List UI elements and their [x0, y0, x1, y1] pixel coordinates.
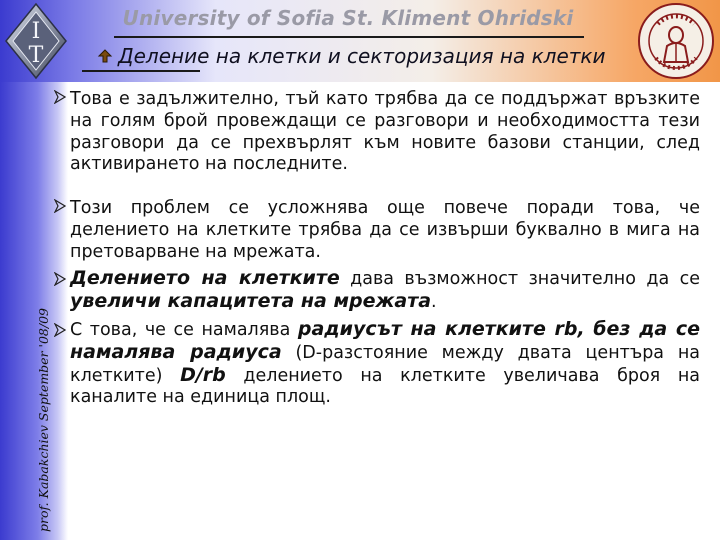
arrow-bullet-icon	[54, 323, 66, 337]
bullet-item	[40, 198, 700, 263]
bullet-text: Това е задължително, тъй като трябва да се поддържат връзките на голям брой провеждащи се разговори и необходимостта тези разговори да се прехвърлят към новите базови станции, след активирането на последните.	[70, 89, 700, 175]
university-seal-icon	[636, 2, 716, 80]
slide-title: Деление на клетки и секторизация на клетки	[118, 44, 606, 68]
it-logo-icon	[4, 2, 68, 80]
arrow-bullet-icon	[54, 90, 66, 104]
title-arrow-icon	[96, 47, 114, 65]
header-rule-top	[114, 36, 584, 38]
bullet-text: Този проблем се усложнява още повече поради това, че делението на клетките трябва да се извърши буквално в мига на претоварване на мрежата.	[70, 198, 700, 262]
university-name: University of Sofia St. Kliment Ohridski	[122, 6, 574, 30]
arrow-bullet-icon	[54, 199, 66, 213]
svg-text:T: T	[28, 43, 44, 68]
bullet-text: Делението на клетките дава възможност значително да се увеличи капацитета на мрежата.	[70, 267, 700, 313]
bullet-item	[40, 268, 700, 314]
bullet-item	[40, 319, 700, 409]
bullet-list	[40, 85, 700, 409]
vertical-credit: prof. Kabakchiev September '08/09	[36, 308, 51, 532]
bullet-text: С това, че се намалява радиусът на клетките rb, без да се намалява радиуса (D-разстояние между двата центъра на клетките) D/rb делението на клетките увеличава броя на каналите на единица площ.	[70, 317, 701, 408]
bullet-item	[40, 89, 700, 198]
arrow-bullet-icon	[54, 272, 66, 286]
svg-text:I: I	[31, 19, 41, 44]
slide-title-wrap	[96, 44, 626, 74]
